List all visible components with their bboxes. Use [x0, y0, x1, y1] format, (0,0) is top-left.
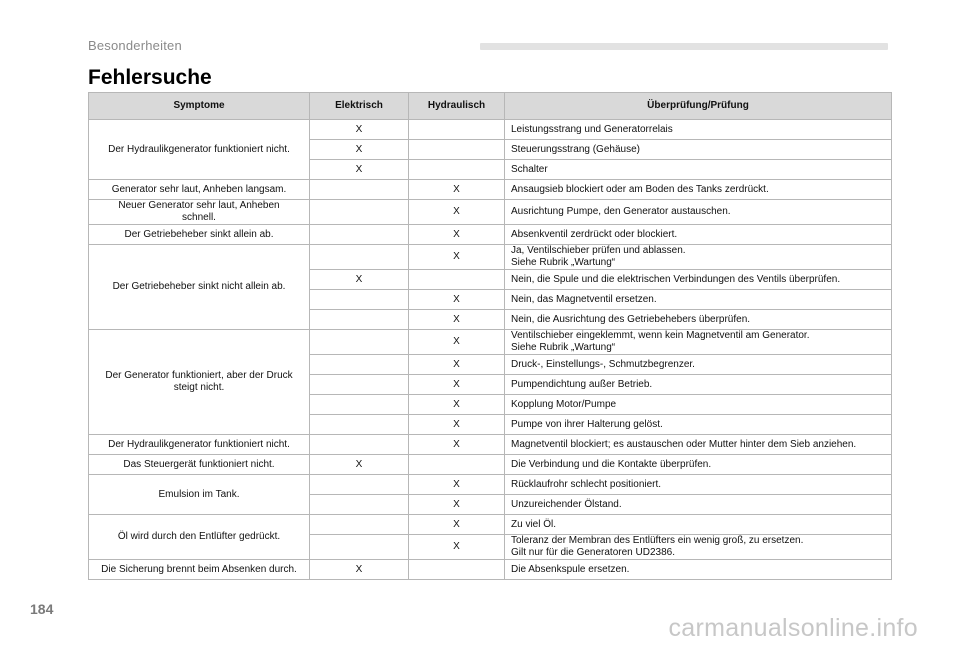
table-row — [89, 515, 892, 535]
check-text: Steuerungsstrang (Gehäuse) — [511, 143, 640, 155]
column-header-symptome: Symptome — [89, 93, 310, 120]
symptom-cell — [89, 475, 310, 515]
elektrisch-mark — [310, 355, 409, 375]
elektrisch-mark — [310, 245, 409, 270]
check-cell — [505, 535, 892, 560]
symptom-text: Die Sicherung brennt beim Absenken durch. — [101, 563, 297, 575]
symptom-text: Der Hydraulikgenerator funktioniert nicht. — [108, 143, 290, 155]
table-row — [89, 455, 892, 475]
table-row — [89, 200, 892, 225]
check-text: Die Verbindung und die Kontakte überprüfen. — [511, 458, 712, 470]
symptom-cell — [89, 560, 310, 580]
check-cell — [505, 200, 892, 225]
symptom-cell — [89, 225, 310, 245]
hydraulisch-mark: X — [409, 435, 505, 455]
symptom-cell — [89, 120, 310, 180]
check-text: Kopplung Motor/Pumpe — [511, 398, 617, 410]
page-title: Fehlersuche — [88, 66, 212, 89]
hydraulisch-mark — [409, 455, 505, 475]
table-row — [89, 225, 892, 245]
elektrisch-mark: X — [310, 270, 409, 290]
elektrisch-mark — [310, 330, 409, 355]
symptom-cell — [89, 455, 310, 475]
hydraulisch-mark — [409, 120, 505, 140]
symptom-text: Generator sehr laut, Anheben langsam. — [111, 183, 287, 195]
elektrisch-mark — [310, 180, 409, 200]
hydraulisch-mark: X — [409, 290, 505, 310]
symptom-text: Emulsion im Tank. — [158, 488, 240, 500]
elektrisch-mark — [310, 475, 409, 495]
troubleshooting-table — [88, 92, 892, 580]
symptom-text: Der Getriebeheber sinkt nicht allein ab. — [112, 281, 286, 292]
check-cell — [505, 495, 892, 515]
symptom-text: Das Steuergerät funktioniert nicht. — [123, 458, 275, 470]
check-text: Nein, das Magnetventil ersetzen. — [511, 293, 657, 305]
hydraulisch-mark — [409, 270, 505, 290]
hydraulisch-mark: X — [409, 415, 505, 435]
symptom-text: Der Generator funktioniert, aber der Druck — [105, 370, 293, 381]
elektrisch-mark: X — [310, 160, 409, 180]
symptom-text: Der Getriebeheber sinkt allein ab. — [124, 228, 274, 240]
check-text: Gilt nur für die Generatoren UD2386. — [511, 547, 675, 558]
header-row — [89, 93, 892, 120]
check-text: Nein, die Ausrichtung des Getriebehebers überprüfen. — [511, 313, 751, 325]
check-cell — [505, 375, 892, 395]
check-text: Absenkventil zerdrückt oder blockiert. — [511, 228, 678, 240]
elektrisch-mark — [310, 535, 409, 560]
symptom-cell — [89, 330, 310, 435]
check-text: Rücklaufrohr schlecht positioniert. — [511, 478, 662, 490]
check-text: Toleranz der Membran des Entlüfters ein wenig groß, zu ersetzen. — [511, 535, 804, 546]
column-header-pruefung: Überprüfung/Prüfung — [505, 93, 892, 120]
check-cell — [505, 515, 892, 535]
elektrisch-mark: X — [310, 455, 409, 475]
section-label: Besonderheiten — [88, 38, 182, 53]
symptom-cell — [89, 245, 310, 330]
check-text: Pumpendichtung außer Betrieb. — [511, 378, 653, 390]
symptom-cell — [89, 435, 310, 455]
check-cell — [505, 310, 892, 330]
symptom-text: steigt nicht. — [173, 382, 225, 393]
symptom-text: schnell. — [182, 212, 216, 223]
elektrisch-mark — [310, 435, 409, 455]
check-text: Siehe Rubrik „Wartung“ — [511, 342, 616, 353]
check-text: Pumpe von ihrer Halterung gelöst. — [511, 418, 663, 430]
hydraulisch-mark: X — [409, 245, 505, 270]
elektrisch-mark — [310, 395, 409, 415]
check-cell — [505, 355, 892, 375]
table-row — [89, 120, 892, 140]
check-text: Zu viel Öl. — [511, 518, 557, 530]
elektrisch-mark — [310, 290, 409, 310]
elektrisch-mark: X — [310, 560, 409, 580]
table-row — [89, 245, 892, 270]
hydraulisch-mark: X — [409, 355, 505, 375]
check-text: Magnetventil blockiert; es austauschen oder Mutter hinter dem Sieb anziehen. — [511, 438, 857, 450]
symptom-text: Neuer Generator sehr laut, Anheben — [118, 200, 280, 211]
check-cell — [505, 435, 892, 455]
elektrisch-mark — [310, 515, 409, 535]
symptom-text: Öl wird durch den Entlüfter gedrückt. — [117, 531, 281, 542]
hydraulisch-mark: X — [409, 310, 505, 330]
check-cell — [505, 225, 892, 245]
check-text: Schalter — [511, 163, 548, 175]
check-text: Ausrichtung Pumpe, den Generator austauschen. — [511, 206, 731, 217]
check-cell — [505, 270, 892, 290]
hydraulisch-mark: X — [409, 225, 505, 245]
symptom-cell — [89, 200, 310, 225]
check-cell — [505, 180, 892, 200]
check-text: Die Absenkspule ersetzen. — [511, 563, 630, 575]
table-row — [89, 560, 892, 580]
check-text: Unzureichender Ölstand. — [511, 498, 622, 510]
check-text: Ansaugsieb blockiert oder am Boden des Tanks zerdrückt. — [511, 183, 769, 195]
table-body — [89, 120, 892, 580]
elektrisch-mark — [310, 415, 409, 435]
column-header-hydraulisch: Hydraulisch — [409, 93, 505, 120]
hydraulisch-mark — [409, 560, 505, 580]
elektrisch-mark — [310, 200, 409, 225]
elektrisch-mark — [310, 375, 409, 395]
hydraulisch-mark: X — [409, 375, 505, 395]
section-bar — [480, 43, 888, 50]
check-text: Druck-, Einstellungs-, Schmutzbegrenzer. — [511, 358, 695, 370]
check-cell — [505, 395, 892, 415]
watermark: carmanualsonline.info — [668, 614, 918, 642]
symptom-cell — [89, 515, 310, 560]
check-cell — [505, 415, 892, 435]
hydraulisch-mark: X — [409, 535, 505, 560]
table-row — [89, 180, 892, 200]
check-cell — [505, 140, 892, 160]
check-cell — [505, 330, 892, 355]
table-row — [89, 435, 892, 455]
column-header-elektrisch: Elektrisch — [310, 93, 409, 120]
check-cell — [505, 455, 892, 475]
table-row — [89, 330, 892, 355]
check-text: Nein, die Spule und die elektrischen Verbindungen des Ventils überprüfen. — [511, 273, 841, 285]
hydraulisch-mark: X — [409, 395, 505, 415]
page-number: 184 — [30, 601, 54, 617]
elektrisch-mark: X — [310, 120, 409, 140]
elektrisch-mark — [310, 310, 409, 330]
hydraulisch-mark: X — [409, 515, 505, 535]
hydraulisch-mark: X — [409, 495, 505, 515]
hydraulisch-mark — [409, 140, 505, 160]
check-text: Leistungsstrang und Generatorrelais — [511, 123, 673, 135]
check-cell — [505, 120, 892, 140]
hydraulisch-mark — [409, 160, 505, 180]
hydraulisch-mark: X — [409, 200, 505, 225]
hydraulisch-mark: X — [409, 475, 505, 495]
check-text: Siehe Rubrik „Wartung“ — [511, 257, 616, 268]
table-row — [89, 475, 892, 495]
check-cell — [505, 560, 892, 580]
table-header — [89, 93, 892, 120]
elektrisch-mark — [310, 495, 409, 515]
symptom-cell — [89, 180, 310, 200]
check-text: Ja, Ventilschieber prüfen und ablassen. — [511, 245, 686, 256]
check-cell — [505, 160, 892, 180]
symptom-text: Der Hydraulikgenerator funktioniert nicht. — [108, 438, 290, 450]
check-cell — [505, 245, 892, 270]
hydraulisch-mark: X — [409, 330, 505, 355]
elektrisch-mark — [310, 225, 409, 245]
check-cell — [505, 290, 892, 310]
check-cell — [505, 475, 892, 495]
check-text: Ventilschieber eingeklemmt, wenn kein Magnetventil am Generator. — [511, 330, 810, 341]
elektrisch-mark: X — [310, 140, 409, 160]
hydraulisch-mark: X — [409, 180, 505, 200]
